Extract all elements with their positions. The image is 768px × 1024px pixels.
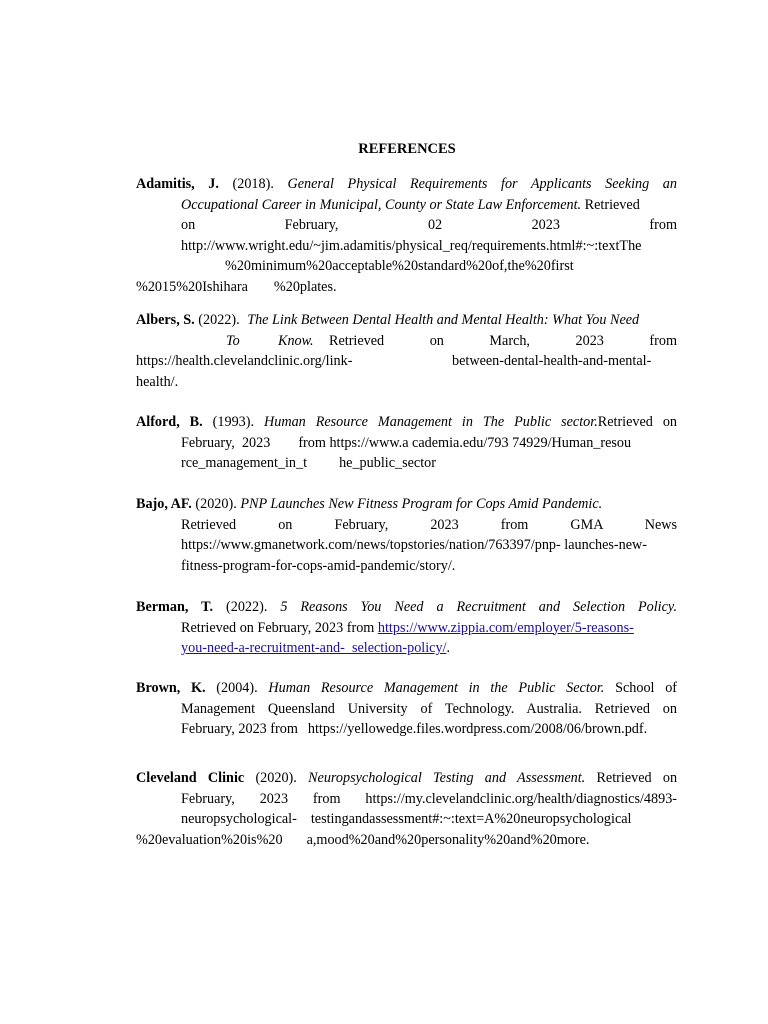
ref-line bbox=[136, 678, 677, 699]
ref-year: (2004). bbox=[216, 680, 258, 696]
ref-text: Retrieved on March, 2023 from bbox=[329, 332, 678, 349]
ref-line bbox=[136, 277, 677, 298]
ref-url: https://health.clevelandclinic.org/link- bbox=[136, 353, 353, 370]
ref-line bbox=[136, 174, 677, 195]
ref-year: (1993). bbox=[212, 414, 255, 430]
ref-url: %20plates. bbox=[273, 278, 337, 295]
ref-line bbox=[136, 618, 677, 639]
ref-author: Alford, B. bbox=[136, 414, 203, 430]
ref-line bbox=[136, 412, 677, 433]
ref-title: Occupational Career in Municipal, County or State Law Enforcement. bbox=[181, 196, 582, 213]
ref-line bbox=[136, 515, 677, 536]
ref-line bbox=[136, 638, 677, 659]
ref-link[interactable]: https://www.zippia.com/employer/5-reasons- bbox=[377, 619, 634, 636]
ref-line bbox=[136, 494, 677, 515]
ref-line bbox=[136, 310, 677, 331]
ref-line bbox=[136, 789, 677, 810]
ref-title: The Link Between Dental Health and Mental Health: What You Need bbox=[247, 312, 640, 328]
ref-author: Cleveland Clinic bbox=[136, 770, 245, 786]
ref-text: School of bbox=[615, 680, 678, 696]
ref-text: from bbox=[500, 516, 529, 533]
ref-text: Retrieved on bbox=[596, 770, 678, 786]
ref-text: February, bbox=[181, 790, 235, 807]
ref-url: testingandassessment#:~:text=A%20neuropsychological bbox=[310, 811, 632, 828]
ref-line bbox=[136, 351, 677, 372]
ref-url: fitness-program-for-cops-amid-pandemic/story/. bbox=[181, 557, 456, 574]
ref-author: Brown, K. bbox=[136, 680, 206, 696]
ref-text: Management Queensland University of Technology. Australia. Retrieved on bbox=[181, 700, 677, 717]
ref-year: (2018). bbox=[232, 176, 274, 192]
ref-line bbox=[136, 331, 677, 352]
ref-text: on bbox=[278, 516, 293, 533]
reference-brown bbox=[136, 678, 677, 740]
ref-url: rce_management_in_t bbox=[181, 455, 308, 472]
ref-year: (2020). bbox=[255, 770, 297, 786]
reference-alford bbox=[136, 412, 677, 474]
ref-line bbox=[136, 768, 677, 789]
ref-text: 2023 bbox=[241, 434, 271, 451]
ref-title: 5 Reasons You Need a Recruitment and Selection Policy. bbox=[280, 599, 677, 615]
ref-author: Adamitis, J. bbox=[136, 176, 219, 192]
ref-url: http://www.wright.edu/~jim.adamitis/physical_req/requirements.html#:~:textThe bbox=[181, 237, 642, 254]
ref-text: Retrieved on February, 2023 from bbox=[181, 619, 375, 636]
ref-text: February, bbox=[284, 217, 339, 234]
ref-year: (2020). bbox=[195, 496, 237, 512]
ref-url: a,mood%20and%20personality%20and%20more. bbox=[306, 831, 590, 848]
ref-text: Retrieved bbox=[181, 516, 237, 533]
ref-text: 2023 bbox=[259, 790, 289, 807]
ref-text: February, bbox=[181, 434, 235, 451]
ref-line bbox=[136, 830, 677, 851]
ref-text: from bbox=[649, 217, 677, 234]
ref-line bbox=[136, 433, 677, 454]
ref-text: GMA bbox=[570, 516, 603, 533]
ref-line bbox=[136, 719, 677, 740]
ref-url: from https://www.a cademia.edu/793 74929/Human_resou bbox=[298, 434, 632, 451]
ref-text: Retrieved bbox=[584, 196, 640, 213]
page-title: REFERENCES bbox=[358, 141, 456, 157]
ref-title: To bbox=[226, 332, 240, 349]
ref-title: Human Resource Management in The Public sector. bbox=[263, 414, 598, 430]
reference-berman bbox=[136, 597, 677, 659]
ref-line bbox=[136, 597, 677, 618]
ref-url: %2015%20Ishihara bbox=[136, 278, 248, 295]
ref-url: https://www.gmanetwork.com/news/topstories/nation/763397/pnp- launches-new- bbox=[181, 537, 648, 554]
ref-title: Human Resource Management in the Public Sector. bbox=[268, 680, 605, 696]
reference-bajo bbox=[136, 494, 677, 576]
ref-url: https://my.clevelandclinic.org/health/diagnostics/4893- bbox=[365, 790, 678, 807]
ref-text: February, 2023 from bbox=[181, 721, 298, 738]
ref-text: 2023 bbox=[531, 217, 560, 234]
ref-author: Berman, T. bbox=[136, 599, 214, 615]
ref-text: Retrieved on bbox=[597, 414, 678, 430]
ref-text: from bbox=[312, 790, 341, 807]
ref-text: February, bbox=[334, 516, 389, 533]
ref-url: %20evaluation%20is%20 bbox=[136, 831, 283, 848]
ref-line bbox=[136, 809, 677, 830]
ref-text: on bbox=[181, 217, 196, 234]
ref-year: (2022). bbox=[226, 599, 268, 615]
ref-text: . bbox=[446, 640, 451, 657]
ref-author: Bajo, AF. bbox=[136, 496, 192, 512]
ref-author: Albers, S. bbox=[136, 312, 195, 328]
ref-url: neuropsychological- bbox=[181, 811, 297, 828]
ref-year: (2022). bbox=[198, 312, 240, 328]
ref-line bbox=[136, 195, 677, 216]
reference-albers bbox=[136, 310, 677, 392]
ref-title: Know. bbox=[278, 332, 314, 349]
ref-url: https://yellowedge.files.wordpress.com/2008/06/brown.pdf. bbox=[307, 721, 648, 738]
ref-text: 2023 bbox=[430, 516, 459, 533]
ref-text: 02 bbox=[427, 217, 443, 234]
ref-url: he_public_sector bbox=[339, 455, 436, 472]
ref-text: News bbox=[644, 516, 678, 533]
ref-url: between-dental-health-and-mental- bbox=[452, 353, 652, 370]
ref-title: PNP Launches New Fitness Program for Cops Amid Pandemic. bbox=[240, 496, 603, 512]
ref-link[interactable]: you-need-a-recruitment-and- selection-policy/ bbox=[181, 640, 447, 657]
ref-title: General Physical Requirements for Applicants Seeking an bbox=[287, 176, 677, 192]
reference-cleveland-clinic bbox=[136, 768, 677, 850]
ref-line bbox=[136, 453, 677, 474]
ref-title: Neuropsychological Testing and Assessment. bbox=[308, 770, 586, 786]
ref-url: %20minimum%20acceptable%20standard%20of,the%20first bbox=[225, 258, 574, 275]
ref-line bbox=[136, 215, 677, 236]
reference-adamitis bbox=[136, 174, 677, 298]
ref-url: health/. bbox=[136, 373, 179, 390]
